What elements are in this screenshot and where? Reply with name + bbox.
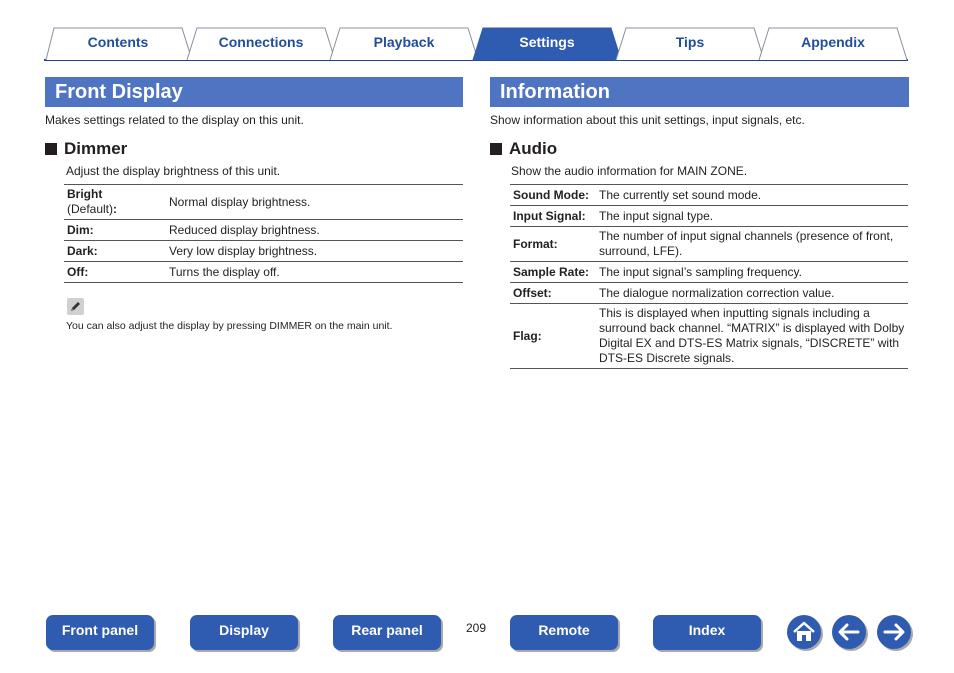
info-key: Sample Rate: [510, 262, 596, 283]
audio-info-table [510, 184, 908, 369]
option-value: Normal display brightness. [166, 185, 463, 220]
option-value: Turns the display off. [166, 262, 463, 283]
table-row [510, 185, 908, 206]
tab-appendix[interactable]: Appendix [801, 34, 865, 50]
table-row [64, 262, 463, 283]
option-value: Reduced display brightness. [166, 220, 463, 241]
dimmer-options-table [64, 184, 463, 283]
home-icon[interactable] [787, 615, 821, 649]
section-intro: Show information about this unit settings, input signals, etc. [490, 113, 805, 127]
table-row [510, 262, 908, 283]
note-text: You can also adjust the display by pressing DIMMER on the main unit. [66, 320, 393, 332]
option-value: Very low display brightness. [166, 241, 463, 262]
subsection-heading [490, 139, 557, 159]
square-bullet-icon [490, 143, 502, 155]
table-row [510, 206, 908, 227]
tab-connections[interactable]: Connections [218, 34, 304, 50]
info-value: The currently set sound mode. [596, 185, 908, 206]
info-key: Offset: [510, 283, 596, 304]
rear-panel-button[interactable]: Rear panel [333, 615, 441, 650]
section-title-front-display: Front Display [45, 77, 463, 107]
info-key: Format: [510, 227, 596, 262]
square-bullet-icon [45, 143, 57, 155]
display-button[interactable]: Display [190, 615, 298, 650]
subsection-title: Audio [509, 139, 558, 158]
table-row [510, 227, 908, 262]
back-arrow-icon[interactable] [832, 615, 866, 649]
info-value: The input signal type. [596, 206, 908, 227]
tab-contents[interactable]: Contents [87, 34, 149, 50]
subsection-title: Dimmer [64, 139, 128, 158]
index-button[interactable]: Index [653, 615, 761, 650]
top-tab-bar [44, 27, 908, 61]
subsection-description: Adjust the display brightness of this unit. [66, 164, 281, 178]
option-key: Dim: [64, 220, 166, 241]
note-pencil-icon [67, 298, 84, 315]
option-key-sub: (Default) [67, 202, 114, 216]
front-panel-button[interactable]: Front panel [46, 615, 154, 650]
section-title-information: Information [490, 77, 909, 107]
subsection-heading [45, 139, 127, 159]
info-value: The dialogue normalization correction value. [596, 283, 908, 304]
info-value: The number of input signal channels (presence of front, surround, LFE). [596, 227, 908, 262]
info-value: This is displayed when inputting signals including a surround back channel. “MATRIX” is displayed with Dolby Digital EX and DTS-ES Matrix signals, “DISCRETE” with DTS-ES Discrete signals. [596, 304, 908, 369]
forward-arrow-icon[interactable] [877, 615, 911, 649]
info-value: The input signal’s sampling frequency. [596, 262, 908, 283]
table-row [510, 283, 908, 304]
info-key: Sound Mode: [510, 185, 596, 206]
table-row [64, 220, 463, 241]
table-row [64, 185, 463, 220]
table-row [510, 304, 908, 369]
info-key: Input Signal: [510, 206, 596, 227]
tab-tips[interactable]: Tips [675, 34, 705, 50]
section-intro: Makes settings related to the display on this unit. [45, 113, 304, 127]
page-number: 209 [466, 621, 487, 635]
option-key: Off: [64, 262, 166, 283]
tab-playback[interactable]: Playback [373, 34, 435, 50]
table-row [64, 241, 463, 262]
info-key: Flag: [510, 304, 596, 369]
remote-button[interactable]: Remote [510, 615, 618, 650]
option-key: Dark: [64, 241, 166, 262]
tab-settings[interactable]: Settings [519, 34, 575, 50]
option-key: Bright (Default): [64, 185, 166, 220]
subsection-description: Show the audio information for MAIN ZONE. [511, 164, 748, 178]
